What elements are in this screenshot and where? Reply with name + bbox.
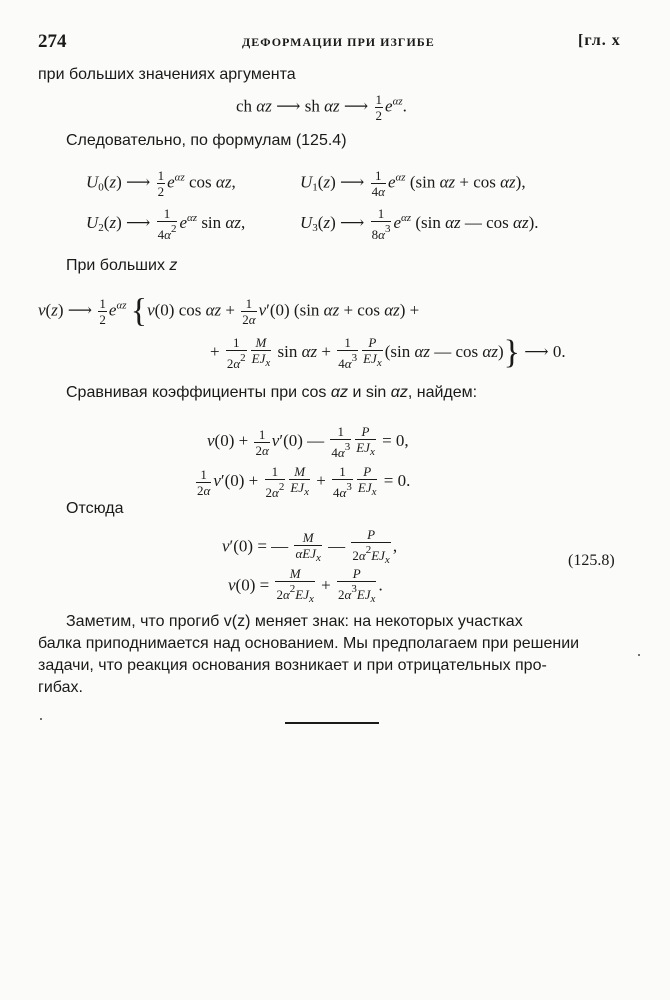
formula-system-2: $\frac{1}{2\alpha}$ v′(0) + $\frac{1}{2\alpha^2}$ $\frac{M}{EJ_x}$ + $\frac{1}{4\alpha^3}$ $\frac{P}{EJ_x}$ = 0. xyxy=(197,464,411,500)
hence-text: Отсюда xyxy=(66,500,124,517)
section-divider xyxy=(285,722,379,724)
formula-u0: $U_0(z)$ ⟶ $\frac{1}{2}$ $e^{\alpha z}$ cos αz, xyxy=(86,168,236,199)
chapter-label: [гл. x xyxy=(578,32,621,49)
scan-speck xyxy=(40,718,42,720)
formula-asymptotic: ch αz ⟶ sh αz ⟶ $\frac{1}{2}$ $e^{\alpha z}$. xyxy=(236,92,407,123)
z-variable: z xyxy=(169,257,178,274)
consequently-text: Следовательно, по формулам (125.4) xyxy=(66,132,347,149)
comparing-text: Сравнивая коэффициенты при cos αz и sin αz, найдем: xyxy=(66,384,478,401)
formula-v-line2: + $\frac{1}{2\alpha^2}$ $\frac{M}{EJ_x}$ sin αz + $\frac{1}{4\alpha^3}$ $\frac{P}{EJ_x}$ (sin αz — cos αz)} ⟶ 0. xyxy=(210,334,566,371)
final-paragraph-line-4: гибах. xyxy=(38,679,83,696)
comparing-suffix: найдем: xyxy=(416,384,478,401)
final-paragraph-line-1: Заметим, что прогиб v(z) меняет знак: на некоторых участках xyxy=(66,613,523,630)
comparing-prefix: Сравнивая коэффициенты при xyxy=(66,384,298,401)
comparing-and: и xyxy=(352,384,362,401)
formula-u3: $U_3(z)$ ⟶ $\frac{1}{8\alpha^3}$ $e^{\alpha z}$ (sin αz — cos αz). xyxy=(300,206,539,242)
for-large-z-text xyxy=(66,257,177,275)
formula-u2: $U_2(z)$ ⟶ $\frac{1}{4\alpha^2}$ $e^{\alpha z}$ sin αz, xyxy=(86,206,246,242)
intro-text: при больших значениях аргумента xyxy=(38,66,296,83)
formula-u1: $U_1(z)$ ⟶ $\frac{1}{4\alpha}$ $e^{\alpha z}$ (sin αz + cos αz), xyxy=(300,168,526,199)
formula-system-1: v(0) + $\frac{1}{2\alpha}$ v′(0) — $\frac{1}{4\alpha^3}$ $\frac{P}{EJ_x}$ = 0, xyxy=(207,424,409,460)
equation-number: (125.8) xyxy=(568,552,615,569)
formula-v-0: v(0) = $\frac{M}{2\alpha^2EJ_x}$ + $\frac{P}{2\alpha^3EJ_x}$ . xyxy=(228,566,383,605)
formula-v-line1: v(z) ⟶ $\frac{1}{2}$ $e^{\alpha z}$ {v(0) cos αz + $\frac{1}{2\alpha}$ v′(0) (sin αz + cos αz) + xyxy=(38,292,420,330)
running-title: ДЕФОРМАЦИИ ПРИ ИЗГИБЕ xyxy=(242,35,435,49)
for-large-z-label: При больших xyxy=(66,257,165,274)
scan-speck xyxy=(638,654,640,656)
final-paragraph-line-3: задачи, что реакция основания возникает и при отрицательных про- xyxy=(38,657,547,674)
formula-v-prime-0: v′(0) = — $\frac{M}{\alpha EJ_x}$ — $\frac{P}{2\alpha^2EJ_x}$ , xyxy=(222,527,398,566)
page-number: 274 xyxy=(38,31,67,52)
final-paragraph-line-2: балка приподнимается над основанием. Мы предполагаем при решении xyxy=(38,635,580,652)
